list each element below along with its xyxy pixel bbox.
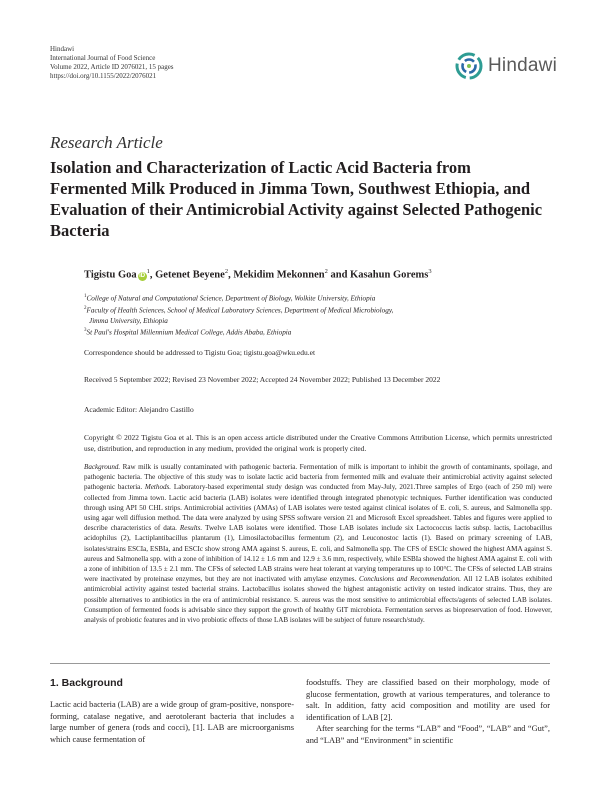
author-name: Kasahun Gorems [350, 269, 429, 281]
author-separator: , [149, 269, 156, 281]
section-heading: 1. Background [50, 677, 123, 689]
abstract-conclusions-label: Conclusions and Recommendation. [358, 575, 462, 584]
volume-line: Volume 2022, Article ID 2076021, 15 pages [50, 63, 174, 71]
author-list [84, 268, 432, 281]
abstract-methods: Laboratory-based experimental study design was conducted from May-July, 2021.Three samples of Ergo (each of 250 ml) were collected from Jimma town. Lactic acid bacteria (LAB) isolates were identified through integrated phenotypic techniques. Further identification was conducted through using API 50 CHL strips. Antimicrobial activities (AMAs) of LAB isolates were tested against clinical isolates of E. coli, S. aureus, and Salmonella spp. using agar well diffusion method. The data were analyzed by using SPSS software version 21 and Microsoft Excel spreadsheet. Tables and figures were applied to describe characteristics of data. [84, 483, 552, 533]
author-sup: 2 [324, 268, 328, 275]
abstract-background-label: Background. [84, 463, 121, 471]
logo-wordmark: Hindawi [488, 55, 557, 76]
author-name: Getenet Beyene [155, 269, 225, 281]
affiliation-text: St Paul's Hospital Millennium Medical College, Addis Ababa, Ethiopia [86, 328, 292, 337]
abstract [84, 462, 552, 625]
hindawi-logo [454, 51, 557, 81]
body-paragraph: After searching for the terms “LAB” and “Food”, “LAB” and “Gut”, and “LAB” and “Environment” in scientific [306, 724, 550, 745]
author-name: Tigistu Goa [84, 269, 137, 281]
publisher-name: Hindawi [50, 45, 75, 53]
copyright-notice: Copyright © 2022 Tigistu Goa et al. This is an open access article distributed under the Creative Commons Attribution License, which permits unrestricted use, distribution, and reproduction in any medium, provided the original work is properly cited. [84, 433, 552, 453]
academic-editor: Academic Editor: Alejandro Castillo [84, 405, 194, 414]
author-sup: 1 [146, 268, 150, 275]
body-paragraph: Lactic acid bacteria (LAB) are a wide group of gram-positive, nonspore-forming, catalase negative, and aerotolerant bacteria that includes a large number of genera (rods and cocci), [1]. LAB are microorganisms which cause fermentation of [50, 700, 294, 744]
affiliation-sup: 3 [84, 328, 87, 334]
author-sup: 3 [428, 268, 432, 275]
author-separator: and [327, 269, 351, 281]
affiliation-item [84, 304, 554, 316]
affiliation-text: Faculty of Health Sciences, School of Medical Laboratory Sciences, Department of Medical Microbiology, [86, 306, 394, 315]
doi-link[interactable]: https://doi.org/10.1155/2022/2076021 [50, 72, 157, 80]
affiliation-sup: 1 [84, 294, 87, 299]
affiliation-item [84, 292, 554, 304]
article-type: Research Article [50, 133, 163, 152]
abstract-background: Raw milk is usually contaminated with pathogenic bacteria. Fermentation of milk is important to inhibit the growth of contaminants, spoilage, and pathogenic bacteria. The objective of this study was to isolate lactic acid bacteria from fermented milk and evaluate their antimicrobial activity against selected pathogenic bacteria. [84, 463, 552, 492]
author-name: Mekidim Mekonnen [233, 269, 325, 281]
affiliation-text: Jimma University, Ethiopia [89, 316, 168, 325]
author-separator: , [228, 269, 234, 281]
affiliation-text: College of Natural and Computational Science, Department of Biology, Wolkite University, Ethiopia [86, 294, 376, 303]
body-column-right [306, 677, 550, 747]
body-paragraph: foodstuffs. They are classified based on their morphology, mode of glucose fermentation, growth at various temperatures, and tolerance to salt. In addition, fatty acid composition and motility are used for identification of LAB [2]. [306, 678, 550, 722]
body-column-left [50, 677, 294, 745]
abstract-results-label: Results. [179, 524, 203, 533]
section-divider [50, 663, 550, 664]
correspondence-line: Correspondence should be addressed to Tigistu Goa; tigistu.goa@wku.edu.et [84, 348, 316, 357]
affiliation-item [84, 326, 554, 338]
abstract-results: Twelve LAB isolates were identified. Those LAB isolates include six Lactococcus lactis subsp. lactis, Lactobacillus acidophilus (2), Lactiplantibacillus plantarum (1), Limosilactobacillus fermentum (2), and Leuconostoc lactis (1). Based on primary screening of LAB, isolates/strains ESCIa, ESBIa, and ESCIc show strong AMA against S. aureus, E. coli, and Salmonella spp. The CFS of ESCIc showed the highest AMA against S. aureus and Salmonella spp. with a zone of inhibition of 14.12 ± 1.6 mm and 12.9 ± 3.6 mm, respectively, while ESBIa showed the highest AMA against E. coli with a zone of inhibition of 13.5 ± 2.1 mm. The CFSs of selected LAB strains were heat tolerant at varying temperatures up to 100°C. The CFSs of selected LAB strains were inactivated by proteinase enzymes, but they are not inactivated with amylase enzymes. [84, 524, 552, 584]
affiliation-item [84, 316, 554, 327]
abstract-methods-label: Methods. [144, 483, 172, 492]
journal-meta [50, 45, 174, 81]
article-title: Isolation and Characterization of Lactic Acid Bacteria from Fermented Milk Produced in Jimma Town, Southwest Ethiopia, and Evaluation of their Antimicrobial Activity against Selected Pathogenic Bacteria [50, 158, 543, 240]
affiliations [84, 292, 554, 338]
orcid-icon[interactable]: iD [139, 272, 146, 279]
affiliation-sup: 2 [84, 305, 87, 311]
author-sup: 2 [224, 268, 229, 275]
journal-name: International Journal of Food Science [50, 54, 156, 62]
abstract-conclusions: All 12 LAB isolates exhibited antimicrobial activity against tested bacterial strains. Lactobacillus isolates showed the highest antagonistic activity on tested indicator strains. Thus, they are possible alternatives to antibiotics in the era of antimicrobial resistance. S. aureus was the most sensitive to antimicrobial effects/agents of selected LAB isolates. Consumption of fermented foods is advisable since they support the growth of healthy GIT microbiota. Fermentation serves as biopreservation of food. However, analysis of probiotic features and in vivo probiotic effects of those LAB isolates will be subject of future research/study. [84, 575, 553, 625]
hindawi-logo-icon [454, 51, 484, 81]
dates-line: Received 5 September 2022; Revised 23 November 2022; Accepted 24 November 2022; Published 13 December 2022 [84, 375, 441, 384]
